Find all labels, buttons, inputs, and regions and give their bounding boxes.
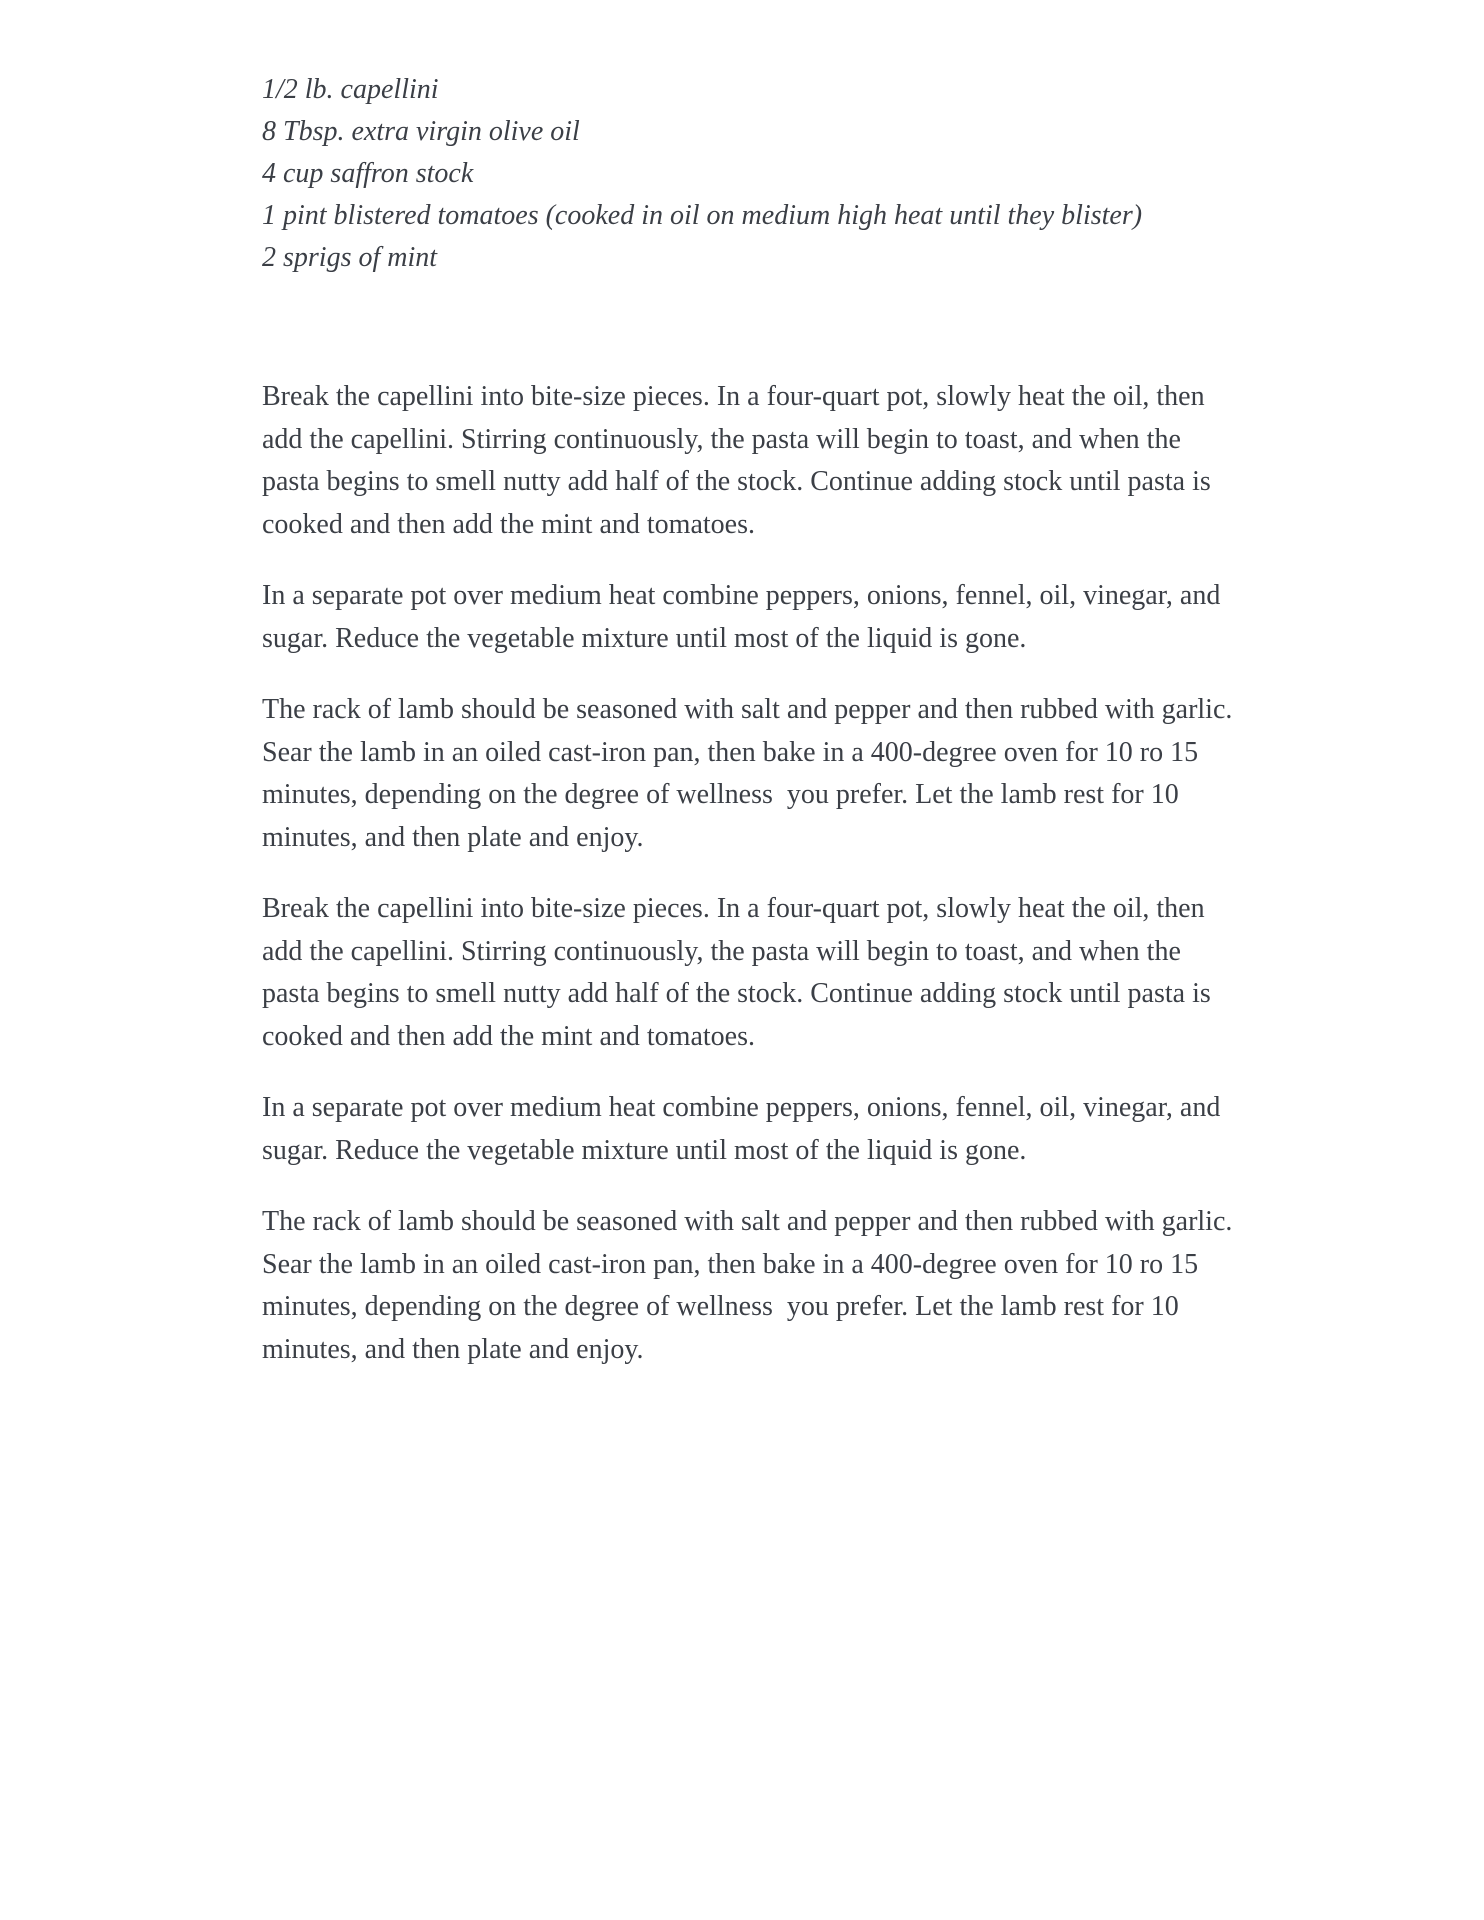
paragraph-line: In a separate pot over medium heat combine peppers, onions, fennel, oil, vinegar, and [262, 1092, 1221, 1123]
paragraph-line: minutes, and then plate and enjoy. [262, 821, 644, 853]
paragraph-line: Sear the lamb in an oiled cast-iron pan, then bake in a 400-degree oven for 10 ro 15 [262, 736, 1199, 768]
instruction-paragraph [262, 1201, 1232, 1371]
paragraph-line: minutes, depending on the degree of wellness you prefer. Let the lamb rest for 10 [262, 779, 1179, 810]
paragraph-line: sugar. Reduce the vegetable mixture until most of the liquid is gone. [262, 1134, 1027, 1166]
paragraph-line: The rack of lamb should be seasoned with salt and pepper and then rubbed with garlic. [262, 694, 1233, 725]
ingredient-line: 4 cup saffron stock [262, 158, 474, 189]
instructions-body [262, 376, 1232, 1400]
paragraph-line: cooked and then add the mint and tomatoes. [262, 508, 755, 540]
paragraph-line: minutes, depending on the degree of wellness you prefer. Let the lamb rest for 10 [262, 1291, 1179, 1322]
paragraph-line: pasta begins to smell nutty add half of the stock. Continue adding stock until pasta is [262, 978, 1211, 1009]
paragraph-line: Break the capellini into bite-size pieces. In a four-quart pot, slowly heat the oil, then [262, 893, 1205, 924]
paragraph-line: The rack of lamb should be seasoned with salt and pepper and then rubbed with garlic. [262, 1206, 1233, 1237]
paragraph-line: add the capellini. Stirring continuously, the pasta will begin to toast, and when the [262, 423, 1181, 455]
paragraph-line: pasta begins to smell nutty add half of the stock. Continue adding stock until pasta is [262, 466, 1211, 497]
paragraph-line: Sear the lamb in an oiled cast-iron pan, then bake in a 400-degree oven for 10 ro 15 [262, 1248, 1199, 1280]
paragraph-line: Break the capellini into bite-size pieces. In a four-quart pot, slowly heat the oil, then [262, 381, 1205, 412]
instruction-paragraph [262, 888, 1232, 1058]
instruction-paragraph [262, 376, 1232, 546]
ingredient-line: 1 pint blistered tomatoes (cooked in oil on medium high heat until they blister) [262, 200, 1143, 231]
paragraph-line: cooked and then add the mint and tomatoes. [262, 1020, 755, 1052]
paragraph-line: minutes, and then plate and enjoy. [262, 1333, 644, 1365]
ingredients-list [262, 69, 1142, 279]
ingredient-line: 2 sprigs of mint [262, 242, 438, 273]
instruction-paragraph [262, 689, 1232, 859]
ingredient-line: 1/2 lb. capellini [262, 74, 439, 105]
paragraph-line: add the capellini. Stirring continuously, the pasta will begin to toast, and when the [262, 935, 1181, 967]
paragraph-line: sugar. Reduce the vegetable mixture until most of the liquid is gone. [262, 622, 1027, 654]
ingredient-line: 8 Tbsp. extra virgin olive oil [262, 116, 580, 147]
instruction-paragraph [262, 1087, 1232, 1172]
paragraph-line: In a separate pot over medium heat combine peppers, onions, fennel, oil, vinegar, and [262, 580, 1221, 611]
instruction-paragraph [262, 575, 1232, 660]
